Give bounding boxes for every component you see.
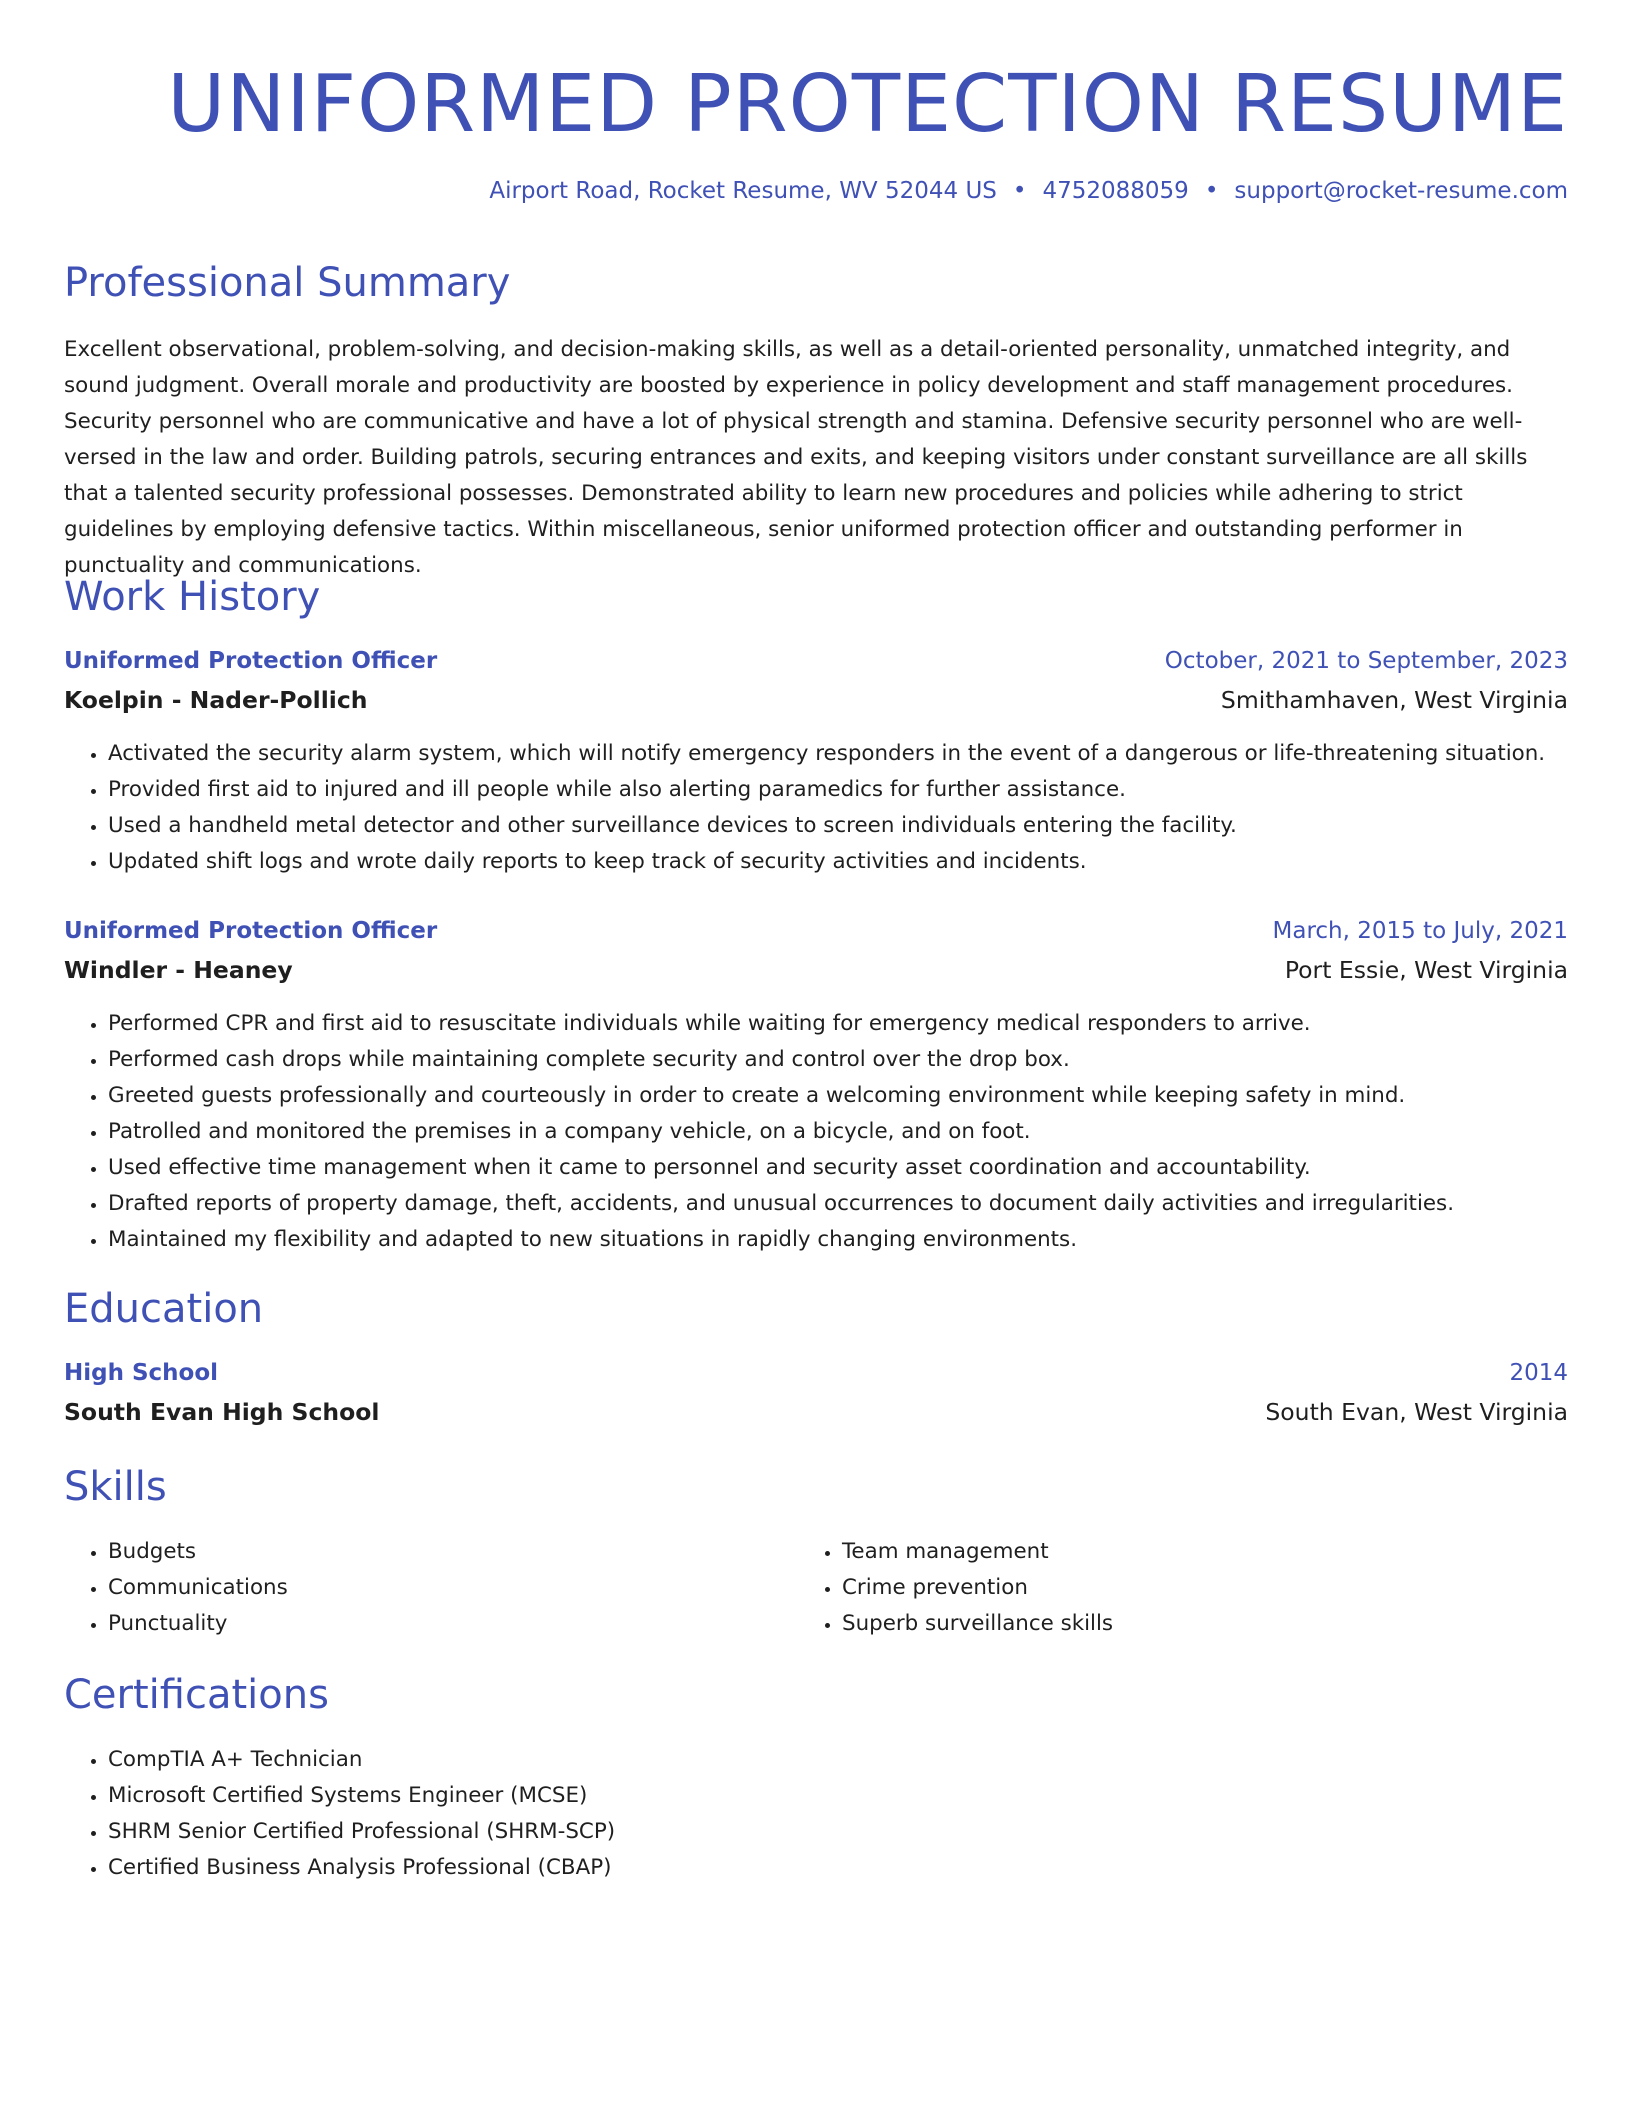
- list-item: • Drafted reports of property damage, theft, accidents, and unusual occurrences to document daily activities and irregularities.: [108, 1186, 1454, 1222]
- job-title: Uniformed Protection Officer: [64, 918, 438, 944]
- certifications-heading: Certifications: [64, 1672, 329, 1718]
- job-dates: October, 2021 to September, 2023: [1164, 648, 1568, 674]
- skills-list-left: [64, 1534, 288, 1642]
- job-duties-list: [64, 1006, 1454, 1258]
- contact-phone: 4752088059: [1042, 178, 1189, 204]
- contact-address: Airport Road, Rocket Resume, WV 52044 US: [489, 178, 997, 204]
- resume-title: UNIFORMED PROTECTION RESUME: [167, 58, 1568, 150]
- list-item: • Updated shift logs and wrote daily reports to keep track of security activities and incidents.: [108, 844, 1545, 880]
- list-item: • Performed cash drops while maintaining complete security and control over the drop box.: [108, 1042, 1454, 1078]
- job-header-row: [64, 648, 1568, 674]
- contact-email[interactable]: support@rocket-resume.com: [1234, 178, 1568, 204]
- contact-line: [489, 178, 1568, 204]
- list-item: • Patrolled and monitored the premises in a company vehicle, on a bicycle, and on foot.: [108, 1114, 1454, 1150]
- job-duties-list: [64, 736, 1545, 880]
- list-item: • SHRM Senior Certified Professional (SHRM-SCP): [108, 1814, 615, 1850]
- certifications-list: [64, 1742, 615, 1886]
- job-title: Uniformed Protection Officer: [64, 648, 438, 674]
- list-item: • CompTIA A+ Technician: [108, 1742, 615, 1778]
- work-history-heading: Work History: [64, 574, 321, 620]
- education-degree: High School: [64, 1360, 219, 1386]
- list-item: • Maintained my flexibility and adapted to new situations in rapidly changing environments.: [108, 1222, 1454, 1258]
- skills-list-right: [798, 1534, 1113, 1642]
- list-item: • Punctuality: [108, 1606, 288, 1642]
- job-location: Port Essie, West Virginia: [1284, 956, 1568, 984]
- education-heading: Education: [64, 1286, 264, 1332]
- job-employer: Koelpin - Nader-Pollich: [64, 686, 368, 714]
- list-item: • Used effective time management when it came to personnel and security asset coordination and accountability.: [108, 1150, 1454, 1186]
- summary-text: Excellent observational, problem-solving, and decision-making skills, as well as a detail-oriented personality, unmatched integrity, and sound judgment. Overall morale and productivity are boosted by experience in policy development and staff management procedures. Security personnel who are communicative and have a lot of physical strength and stamina. Defensive security personnel who are well-versed in the law and order. Building patrols, securing entrances and exits, and keeping visitors under constant surveillance are all skills that a talented security professional possesses. Demonstrated ability to learn new procedures and policies while adhering to strict guidelines by employing defensive tactics. Within miscellaneous, senior uniformed protection officer and outstanding performer in punctuality and communications.: [64, 337, 1528, 578]
- list-item: • Microsoft Certified Systems Engineer (MCSE): [108, 1778, 615, 1814]
- education-location: South Evan, West Virginia: [1265, 1398, 1568, 1426]
- contact-separator: •: [1204, 178, 1219, 204]
- job-location: Smithamhaven, West Virginia: [1220, 686, 1568, 714]
- list-item: • Provided first aid to injured and ill people while also alerting paramedics for further assistance.: [108, 772, 1545, 808]
- job-employer-row: [64, 686, 1568, 714]
- education-school: South Evan High School: [64, 1398, 380, 1426]
- job-employer: Windler - Heaney: [64, 956, 293, 984]
- education-school-row: [64, 1398, 1568, 1426]
- list-item: • Performed CPR and first aid to resuscitate individuals while waiting for emergency medical responders to arrive.: [108, 1006, 1454, 1042]
- contact-separator: •: [1012, 178, 1027, 204]
- list-item: • Activated the security alarm system, which will notify emergency responders in the event of a dangerous or life-threatening situation.: [108, 736, 1545, 772]
- list-item: • Communications: [108, 1570, 288, 1606]
- job-employer-row: [64, 956, 1568, 984]
- job-dates: March, 2015 to July, 2021: [1272, 918, 1568, 944]
- list-item: • Team management: [842, 1534, 1113, 1570]
- list-item: • Superb surveillance skills: [842, 1606, 1113, 1642]
- list-item: • Used a handheld metal detector and other surveillance devices to screen individuals entering the facility.: [108, 808, 1545, 844]
- list-item: • Certified Business Analysis Professional (CBAP): [108, 1850, 615, 1886]
- list-item: • Crime prevention: [842, 1570, 1113, 1606]
- list-item: • Budgets: [108, 1534, 288, 1570]
- summary-heading: Professional Summary: [64, 260, 511, 306]
- education-year: 2014: [1509, 1360, 1568, 1386]
- list-item: • Greeted guests professionally and courteously in order to create a welcoming environment while keeping safety in mind.: [108, 1078, 1454, 1114]
- skills-heading: Skills: [64, 1464, 167, 1510]
- job-header-row: [64, 918, 1568, 944]
- education-header-row: [64, 1360, 1568, 1386]
